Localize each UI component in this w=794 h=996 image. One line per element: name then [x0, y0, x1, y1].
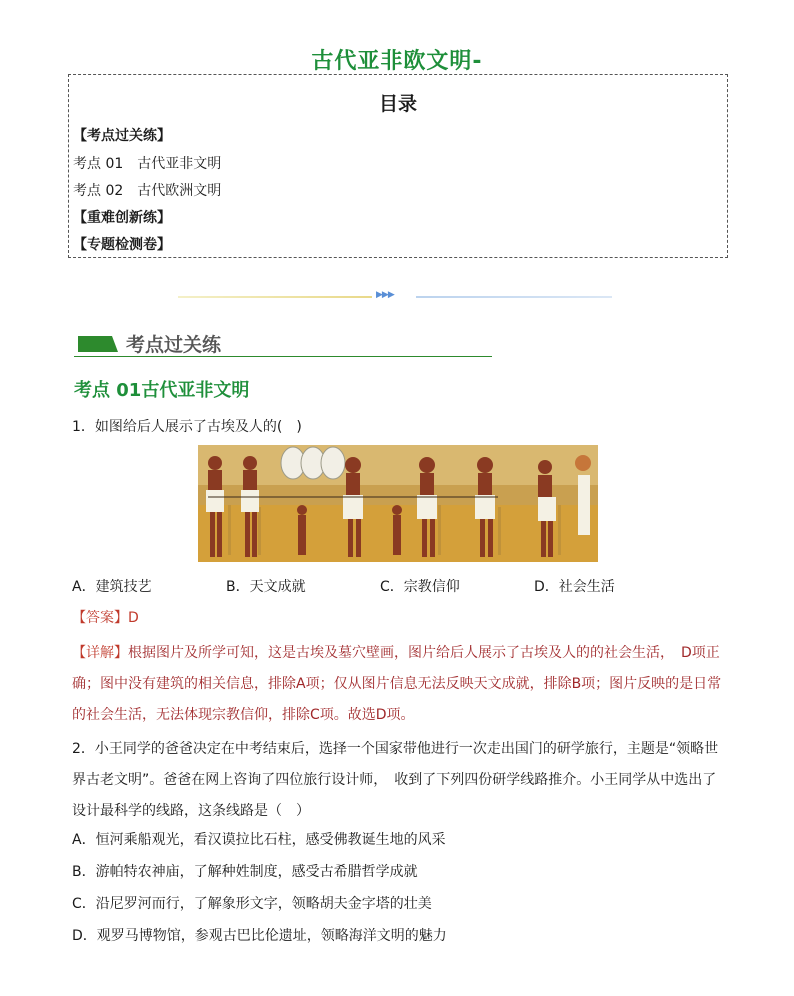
answer-tag: 【答案】 — [72, 610, 128, 626]
divider-right — [416, 296, 612, 298]
q2-option-a[interactable]: A．恒河乘船观光，看汉谟拉比石柱，感受佛教诞生地的风采 — [72, 832, 446, 848]
section-title: 考点 01古代亚非文明 — [74, 380, 250, 401]
section-banner: 考点过关练 — [126, 334, 222, 356]
detail-tag: 【详解】 — [72, 645, 128, 661]
answer-value: D — [128, 610, 139, 626]
q2-option-b[interactable]: B．游帕特农神庙，了解种姓制度，感受古希腊哲学成就 — [72, 864, 418, 880]
toc-item[interactable]: 考点 01 古代亚非文明 — [73, 156, 222, 172]
q2-option-c[interactable]: C．沿尼罗河而行，了解象形文字，领略胡夫金字塔的壮美 — [72, 896, 432, 912]
q1-option-b[interactable]: B．天文成就 — [226, 579, 306, 595]
toc-item[interactable]: 【专题检测卷】 — [73, 237, 171, 253]
toc-item[interactable]: 【考点过关练】 — [73, 128, 171, 144]
divider-arrows-icon: ▶▶▶ — [376, 290, 394, 300]
toc-heading: 目录 — [378, 93, 417, 115]
question-2-stem: 2．小王同学的爸爸决定在中考结束后，选择一个国家带他进行一次走出国门的研学旅行，主题是“领略世界古老文明”。爸爸在网上咨询了四位旅行设计师， 收到了下列四份研学线路推介。小王同学从中选出了设计最科学的线路，这条线路是（ ） — [72, 741, 719, 819]
toc-item[interactable]: 考点 02 古代欧洲文明 — [73, 183, 222, 199]
banner-marker-icon — [78, 336, 118, 352]
q1-option-d[interactable]: D．社会生活 — [534, 579, 615, 595]
question-1-stem: 1．如图给后人展示了古埃及人的( ) — [72, 419, 302, 435]
q1-option-c[interactable]: C．宗教信仰 — [380, 579, 460, 595]
toc-item[interactable]: 【重难创新练】 — [73, 210, 171, 226]
document-title: 古代亚非欧文明- — [311, 49, 483, 74]
banner-underline — [74, 356, 492, 357]
detail-text: 根据图片及所学可知，这是古埃及墓穴壁画，图片给后人展示了古埃及人的的社会生活， D项正确；图中没有建筑的相关信息，排除A项；仅从图片信息无法反映天文成就，排除B项；图片反映的是日常的社会生活，无法体现宗教信仰，排除C项。故选D项。 — [72, 645, 722, 723]
q2-option-d[interactable]: D．观罗马博物馆，参观古巴比伦遗址，领略海洋文明的魅力 — [72, 928, 447, 944]
egyptian-mural-image — [198, 445, 598, 562]
table-of-contents — [68, 74, 728, 258]
divider-left — [178, 296, 372, 298]
q1-detail — [72, 638, 728, 731]
q1-answer — [72, 607, 139, 627]
q1-option-a[interactable]: A．建筑技艺 — [72, 579, 152, 595]
